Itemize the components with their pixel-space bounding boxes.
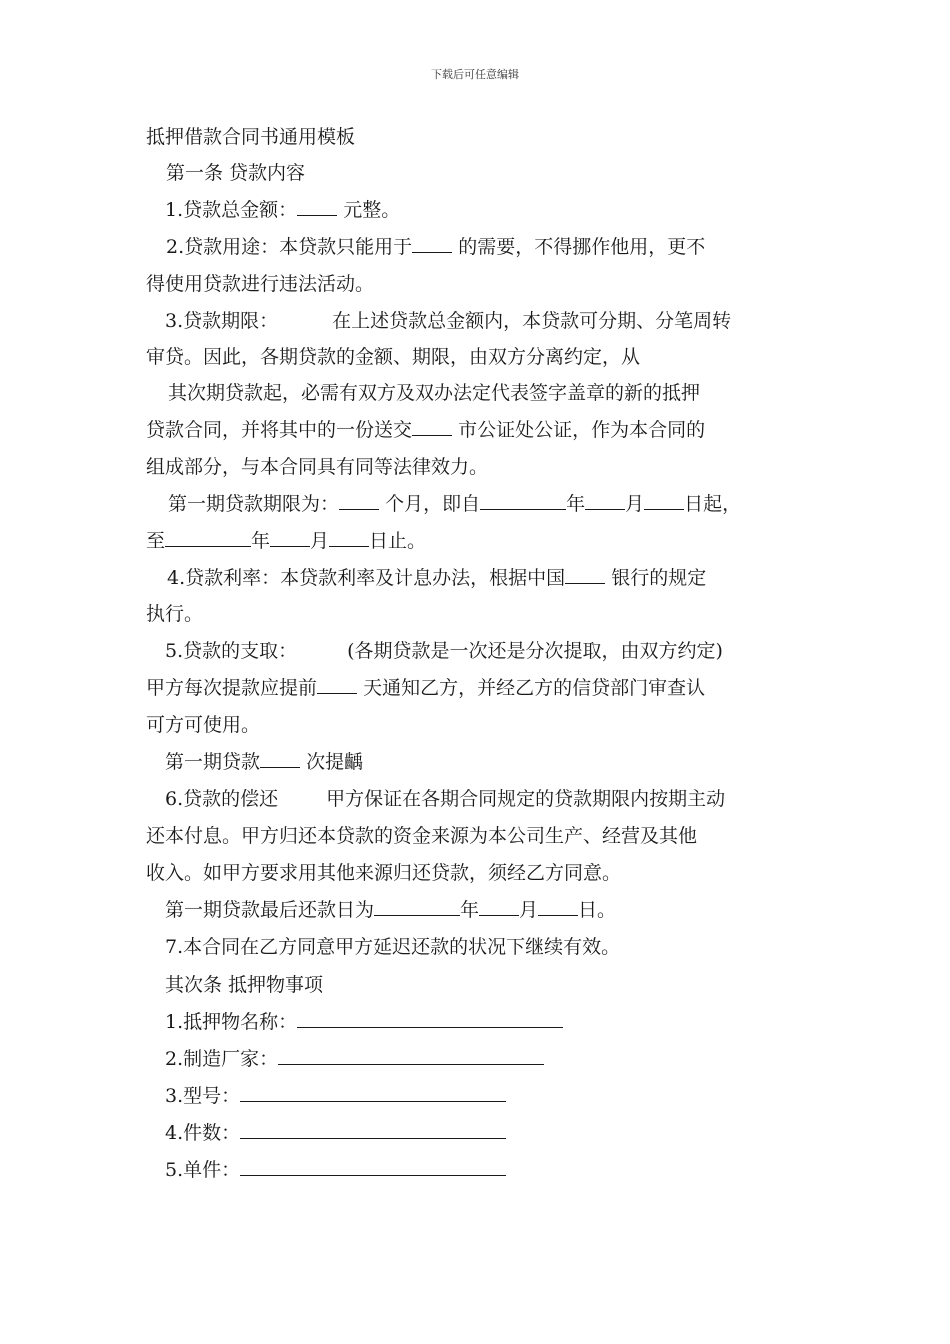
clause-1-6-cont-2 [146, 858, 621, 888]
text: 年 [251, 530, 271, 552]
document-title: 抵押借款合同书通用模板 [146, 126, 356, 148]
text: 至 [146, 530, 166, 552]
text: 银行的规定 [611, 567, 707, 589]
clause-1-7 [165, 932, 620, 962]
blank-notary-city [412, 416, 452, 436]
text: 收入。如甲方要求用其他来源归还贷款，须经乙方同意。 [146, 862, 622, 884]
text: 得使用贷款进行违法活动。 [146, 273, 375, 295]
text: 第一期贷款期限为： [168, 493, 340, 515]
text: 3.贷款期限： [165, 310, 279, 332]
collateral-manufacturer [165, 1044, 544, 1074]
text: 日起， [684, 493, 742, 515]
text: 元整。 [343, 199, 401, 221]
text: 第一条 贷款内容 [166, 162, 306, 184]
text: 3.型号： [165, 1085, 241, 1107]
section-2-heading [165, 970, 323, 1000]
blank-start-month [585, 490, 625, 510]
blank-repay-year [374, 896, 460, 916]
clause-1-4 [167, 563, 706, 593]
clause-1-2 [166, 232, 705, 262]
clause-1-3-cont-3 [146, 415, 705, 445]
text: 7.本合同在乙方同意甲方延迟还款的状况下继续有效。 [165, 936, 621, 958]
text: 5.单件： [165, 1159, 241, 1181]
text: 天通知乙方，并经乙方的信贷部门审查认 [363, 677, 706, 699]
first-period-draws [165, 747, 363, 777]
text: 6.贷款的偿还 [165, 788, 279, 810]
clause-1-5 [165, 636, 723, 666]
text: 5.贷款的支取： [165, 640, 298, 662]
text: 年 [566, 493, 586, 515]
clause-1-5-cont-1 [146, 673, 705, 703]
text: 日。 [578, 899, 617, 921]
text: 4.贷款利率：本贷款利率及计息办法，根据中国 [167, 567, 566, 589]
text: 日止。 [369, 530, 427, 552]
text: 第一期贷款最后还款日为 [165, 899, 375, 921]
text: 第一期贷款 [165, 751, 261, 773]
clause-1-3 [165, 306, 731, 336]
text: 的需要，不得挪作他用，更不 [458, 236, 706, 258]
text: 1.抵押物名称： [165, 1011, 298, 1033]
blank-notice-days [317, 674, 357, 694]
blank-repay-month [479, 896, 519, 916]
blank-collateral-name [297, 1008, 563, 1028]
section-1-heading [166, 158, 305, 188]
first-period-term-end [146, 526, 426, 556]
blank-model [240, 1082, 506, 1102]
text: 甲方每次提款应提前 [146, 677, 318, 699]
text: (各期贷款是一次还是分次提取，由双方约定) [347, 640, 723, 662]
clause-1-3-cont-2 [168, 378, 700, 408]
blank-manufacturer [278, 1045, 544, 1065]
final-repayment-date [165, 895, 616, 925]
blank-quantity [240, 1119, 506, 1139]
blank-draw-count [260, 748, 300, 768]
text: 甲方保证在各期合同规定的贷款期限内按期主动 [326, 788, 726, 810]
clause-1-6-cont-1 [146, 821, 697, 851]
first-period-term [168, 489, 741, 519]
text: 1.贷款总金额： [165, 199, 298, 221]
text: 2.制造厂家： [165, 1048, 279, 1070]
clause-1-4-cont [146, 599, 203, 629]
blank-start-day [644, 490, 684, 510]
text: 月 [519, 899, 539, 921]
clause-1-2-cont [146, 269, 374, 299]
blank-amount [297, 196, 337, 216]
collateral-model [165, 1081, 506, 1111]
text: 个月，即自 [385, 493, 481, 515]
page-header: 下载后可任意编辑 [431, 68, 519, 81]
blank-end-month [270, 527, 310, 547]
text: 次提齲 [306, 751, 364, 773]
text: 月 [310, 530, 330, 552]
text: 年 [460, 899, 480, 921]
text: 可方可使用。 [146, 714, 261, 736]
text: 执行。 [146, 603, 204, 625]
text: 还本付息。甲方归还本贷款的资金来源为本公司生产、经营及其他 [146, 825, 698, 847]
collateral-name [165, 1007, 563, 1037]
blank-bank [565, 564, 605, 584]
text: 月 [625, 493, 645, 515]
text: 组成部分，与本合同具有同等法律效力。 [146, 456, 489, 478]
blank-repay-day [538, 896, 578, 916]
text: 其次条 抵押物事项 [165, 974, 324, 996]
clause-1-3-cont-4 [146, 452, 488, 482]
clause-1-5-cont-2 [146, 710, 260, 740]
blank-end-year [165, 527, 251, 547]
collateral-unit [165, 1155, 506, 1185]
clause-1-1 [165, 195, 400, 225]
clause-1-3-cont-1 [146, 342, 640, 372]
clause-1-6 [165, 784, 725, 814]
blank-start-year [480, 490, 566, 510]
blank-end-day [329, 527, 369, 547]
blank-months [339, 490, 379, 510]
text: 贷款合同，并将其中的一份送交 [146, 419, 413, 441]
collateral-quantity [165, 1118, 506, 1148]
text: 审贷。因此，各期贷款的金额、期限，由双方分离约定，从 [146, 346, 641, 368]
blank-unit [240, 1156, 506, 1176]
text: 在上述贷款总金额内，本贷款可分期、分笔周转 [332, 310, 732, 332]
blank-purpose [412, 233, 452, 253]
text: 市公证处公证，作为本合同的 [458, 419, 706, 441]
text: 2.贷款用途：本贷款只能用于 [166, 236, 413, 258]
text: 4.件数： [165, 1122, 241, 1144]
text: 其次期贷款起，必需有双方及双办法定代表签字盖章的新的抵押 [168, 382, 701, 404]
